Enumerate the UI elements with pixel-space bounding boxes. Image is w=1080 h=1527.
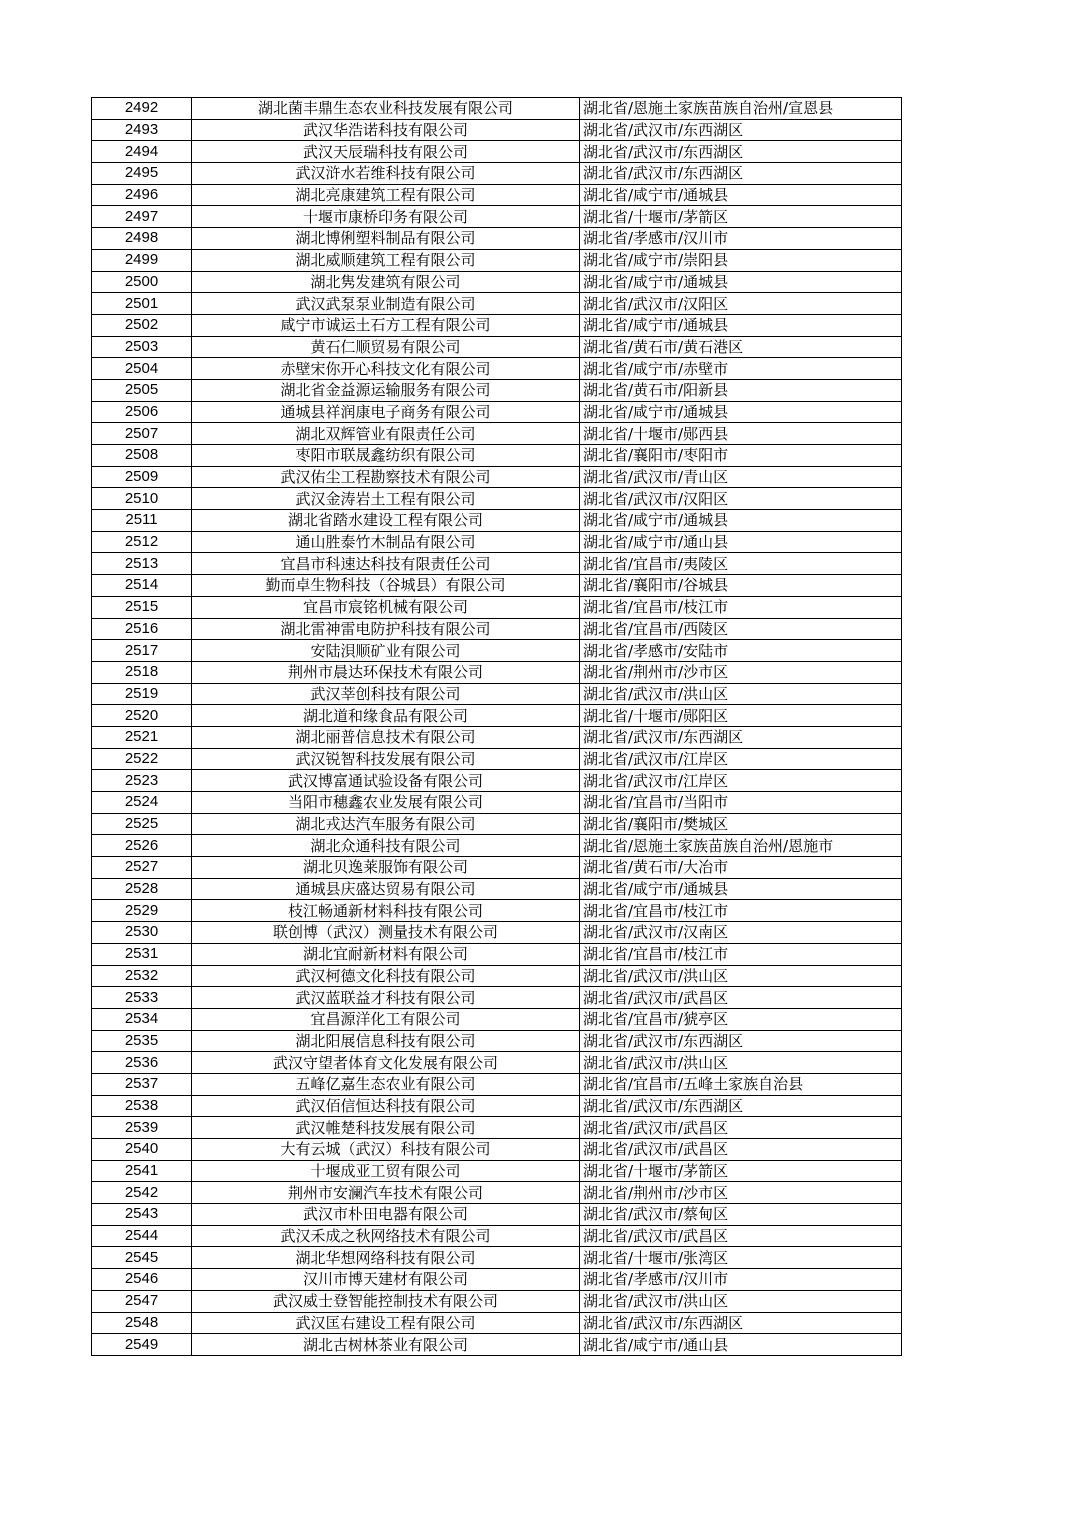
row-number: 2519 bbox=[92, 683, 192, 705]
company-name: 咸宁市诚运土石方工程有限公司 bbox=[192, 314, 580, 336]
company-name: 汉川市博天建材有限公司 bbox=[192, 1269, 580, 1291]
table-row bbox=[92, 184, 902, 206]
table-row bbox=[92, 1052, 902, 1074]
table-row bbox=[92, 1290, 902, 1312]
company-location: 湖北省/武汉市/东西湖区 bbox=[580, 1030, 902, 1052]
row-number: 2534 bbox=[92, 1008, 192, 1030]
row-number: 2510 bbox=[92, 488, 192, 510]
table-row bbox=[92, 401, 902, 423]
company-location: 湖北省/孝感市/汉川市 bbox=[580, 228, 902, 250]
company-name: 湖北道和缘食品有限公司 bbox=[192, 705, 580, 727]
company-location: 湖北省/十堰市/茅箭区 bbox=[580, 1160, 902, 1182]
table-row bbox=[92, 857, 902, 879]
company-location: 湖北省/武汉市/东西湖区 bbox=[580, 1095, 902, 1117]
company-location: 湖北省/咸宁市/通城县 bbox=[580, 878, 902, 900]
company-location: 湖北省/宜昌市/枝江市 bbox=[580, 943, 902, 965]
company-location: 湖北省/武汉市/洪山区 bbox=[580, 1290, 902, 1312]
company-location: 湖北省/宜昌市/枝江市 bbox=[580, 596, 902, 618]
company-location: 湖北省/咸宁市/崇阳县 bbox=[580, 249, 902, 271]
company-location: 湖北省/宜昌市/夷陵区 bbox=[580, 553, 902, 575]
company-list-table bbox=[91, 97, 902, 1356]
company-name: 湖北众通科技有限公司 bbox=[192, 835, 580, 857]
row-number: 2516 bbox=[92, 618, 192, 640]
row-number: 2518 bbox=[92, 661, 192, 683]
company-location: 湖北省/武汉市/武昌区 bbox=[580, 1139, 902, 1161]
company-name: 湖北亮康建筑工程有限公司 bbox=[192, 184, 580, 206]
row-number: 2520 bbox=[92, 705, 192, 727]
company-location: 湖北省/咸宁市/通城县 bbox=[580, 271, 902, 293]
row-number: 2514 bbox=[92, 575, 192, 597]
company-location: 湖北省/十堰市/郧阳区 bbox=[580, 705, 902, 727]
company-location: 湖北省/武汉市/汉阳区 bbox=[580, 488, 902, 510]
row-number: 2511 bbox=[92, 510, 192, 532]
company-name: 湖北阳展信息科技有限公司 bbox=[192, 1030, 580, 1052]
company-name: 宜昌源洋化工有限公司 bbox=[192, 1008, 580, 1030]
company-location: 湖北省/武汉市/东西湖区 bbox=[580, 163, 902, 185]
company-name: 宜昌市科速达科技有限责任公司 bbox=[192, 553, 580, 575]
company-location: 湖北省/咸宁市/通城县 bbox=[580, 510, 902, 532]
company-location: 湖北省/黄石市/大冶市 bbox=[580, 857, 902, 879]
table-row bbox=[92, 1117, 902, 1139]
company-name: 武汉禾成之秋网络技术有限公司 bbox=[192, 1225, 580, 1247]
table-row bbox=[92, 683, 902, 705]
company-location: 湖北省/武汉市/洪山区 bbox=[580, 683, 902, 705]
company-name: 武汉锐智科技发展有限公司 bbox=[192, 748, 580, 770]
company-name: 荆州市安澜汽车技术有限公司 bbox=[192, 1182, 580, 1204]
company-name: 湖北华想网络科技有限公司 bbox=[192, 1247, 580, 1269]
company-name: 湖北省踏水建设工程有限公司 bbox=[192, 510, 580, 532]
table-row bbox=[92, 206, 902, 228]
company-name: 武汉帷楚科技发展有限公司 bbox=[192, 1117, 580, 1139]
company-name: 黄石仁顺贸易有限公司 bbox=[192, 336, 580, 358]
row-number: 2526 bbox=[92, 835, 192, 857]
table-row bbox=[92, 1334, 902, 1356]
company-name: 武汉莘创科技有限公司 bbox=[192, 683, 580, 705]
company-name: 宜昌市宸铭机械有限公司 bbox=[192, 596, 580, 618]
table-row bbox=[92, 531, 902, 553]
row-number: 2527 bbox=[92, 857, 192, 879]
company-name: 湖北省金益源运输服务有限公司 bbox=[192, 379, 580, 401]
company-location: 湖北省/咸宁市/通城县 bbox=[580, 401, 902, 423]
company-location: 湖北省/咸宁市/通山县 bbox=[580, 1334, 902, 1356]
row-number: 2532 bbox=[92, 965, 192, 987]
table-row bbox=[92, 1312, 902, 1334]
table-row bbox=[92, 726, 902, 748]
table-row bbox=[92, 293, 902, 315]
company-location: 湖北省/咸宁市/通城县 bbox=[580, 314, 902, 336]
table-row bbox=[92, 1247, 902, 1269]
company-name: 联创博（武汉）测量技术有限公司 bbox=[192, 922, 580, 944]
table-row bbox=[92, 228, 902, 250]
row-number: 2528 bbox=[92, 878, 192, 900]
company-name: 武汉佰信恒达科技有限公司 bbox=[192, 1095, 580, 1117]
table-row bbox=[92, 98, 902, 120]
row-number: 2494 bbox=[92, 141, 192, 163]
row-number: 2545 bbox=[92, 1247, 192, 1269]
table-row bbox=[92, 1160, 902, 1182]
table-row bbox=[92, 987, 902, 1009]
table-row bbox=[92, 249, 902, 271]
company-location: 湖北省/武汉市/武昌区 bbox=[580, 987, 902, 1009]
row-number: 2531 bbox=[92, 943, 192, 965]
company-location: 湖北省/宜昌市/当阳市 bbox=[580, 792, 902, 814]
company-name: 武汉市朴田电器有限公司 bbox=[192, 1204, 580, 1226]
company-name: 湖北戎达汽车服务有限公司 bbox=[192, 813, 580, 835]
row-number: 2542 bbox=[92, 1182, 192, 1204]
row-number: 2504 bbox=[92, 358, 192, 380]
table-row bbox=[92, 640, 902, 662]
company-name: 湖北博俐塑料制品有限公司 bbox=[192, 228, 580, 250]
company-location: 湖北省/孝感市/汉川市 bbox=[580, 1269, 902, 1291]
company-location: 湖北省/武汉市/武昌区 bbox=[580, 1225, 902, 1247]
company-location: 湖北省/黄石市/黄石港区 bbox=[580, 336, 902, 358]
row-number: 2493 bbox=[92, 119, 192, 141]
table-row bbox=[92, 271, 902, 293]
row-number: 2499 bbox=[92, 249, 192, 271]
company-location: 湖北省/武汉市/江岸区 bbox=[580, 770, 902, 792]
company-name: 通城县庆盛达贸易有限公司 bbox=[192, 878, 580, 900]
row-number: 2536 bbox=[92, 1052, 192, 1074]
company-name: 湖北菌丰鼎生态农业科技发展有限公司 bbox=[192, 98, 580, 120]
table-row bbox=[92, 1182, 902, 1204]
row-number: 2544 bbox=[92, 1225, 192, 1247]
row-number: 2507 bbox=[92, 423, 192, 445]
company-location: 湖北省/武汉市/汉阳区 bbox=[580, 293, 902, 315]
table-row bbox=[92, 618, 902, 640]
company-location: 湖北省/宜昌市/枝江市 bbox=[580, 900, 902, 922]
company-location: 湖北省/武汉市/洪山区 bbox=[580, 965, 902, 987]
company-location: 湖北省/襄阳市/谷城县 bbox=[580, 575, 902, 597]
company-name: 武汉佑尘工程勘察技术有限公司 bbox=[192, 466, 580, 488]
row-number: 2521 bbox=[92, 726, 192, 748]
table-row bbox=[92, 813, 902, 835]
company-name: 武汉金涛岩土工程有限公司 bbox=[192, 488, 580, 510]
company-name: 武汉匡右建设工程有限公司 bbox=[192, 1312, 580, 1334]
company-location: 湖北省/武汉市/东西湖区 bbox=[580, 119, 902, 141]
company-location: 湖北省/十堰市/茅箭区 bbox=[580, 206, 902, 228]
row-number: 2535 bbox=[92, 1030, 192, 1052]
row-number: 2540 bbox=[92, 1139, 192, 1161]
table-row bbox=[92, 922, 902, 944]
company-location: 湖北省/十堰市/郧西县 bbox=[580, 423, 902, 445]
company-location: 湖北省/恩施土家族苗族自治州/恩施市 bbox=[580, 835, 902, 857]
row-number: 2495 bbox=[92, 163, 192, 185]
company-location: 湖北省/襄阳市/枣阳市 bbox=[580, 445, 902, 467]
company-name: 武汉柯德文化科技有限公司 bbox=[192, 965, 580, 987]
table-row bbox=[92, 1073, 902, 1095]
table-row bbox=[92, 119, 902, 141]
company-name: 五峰亿嘉生态农业有限公司 bbox=[192, 1073, 580, 1095]
table-row bbox=[92, 661, 902, 683]
table-row bbox=[92, 748, 902, 770]
row-number: 2498 bbox=[92, 228, 192, 250]
company-name: 武汉守望者体育文化发展有限公司 bbox=[192, 1052, 580, 1074]
company-location: 湖北省/孝感市/安陆市 bbox=[580, 640, 902, 662]
row-number: 2539 bbox=[92, 1117, 192, 1139]
company-location: 湖北省/武汉市/洪山区 bbox=[580, 1052, 902, 1074]
row-number: 2492 bbox=[92, 98, 192, 120]
company-name: 武汉武泵泵业制造有限公司 bbox=[192, 293, 580, 315]
company-name: 湖北贝逸莱服饰有限公司 bbox=[192, 857, 580, 879]
row-number: 2533 bbox=[92, 987, 192, 1009]
company-name: 通城县祥润康电子商务有限公司 bbox=[192, 401, 580, 423]
row-number: 2506 bbox=[92, 401, 192, 423]
table-row bbox=[92, 379, 902, 401]
row-number: 2530 bbox=[92, 922, 192, 944]
row-number: 2523 bbox=[92, 770, 192, 792]
table-row bbox=[92, 1008, 902, 1030]
table-row bbox=[92, 965, 902, 987]
company-name: 武汉华浩诺科技有限公司 bbox=[192, 119, 580, 141]
company-name: 枣阳市联晟鑫纺织有限公司 bbox=[192, 445, 580, 467]
row-number: 2505 bbox=[92, 379, 192, 401]
row-number: 2513 bbox=[92, 553, 192, 575]
table-row bbox=[92, 705, 902, 727]
company-location: 湖北省/咸宁市/通山县 bbox=[580, 531, 902, 553]
company-location: 湖北省/咸宁市/通城县 bbox=[580, 184, 902, 206]
table-row bbox=[92, 163, 902, 185]
company-location: 湖北省/宜昌市/西陵区 bbox=[580, 618, 902, 640]
table-row bbox=[92, 900, 902, 922]
company-name: 湖北威顺建筑工程有限公司 bbox=[192, 249, 580, 271]
row-number: 2529 bbox=[92, 900, 192, 922]
company-name: 十堰市康桥印务有限公司 bbox=[192, 206, 580, 228]
row-number: 2538 bbox=[92, 1095, 192, 1117]
company-location: 湖北省/宜昌市/猇亭区 bbox=[580, 1008, 902, 1030]
company-name: 武汉天辰瑞科技有限公司 bbox=[192, 141, 580, 163]
company-name: 十堰成亚工贸有限公司 bbox=[192, 1160, 580, 1182]
row-number: 2508 bbox=[92, 445, 192, 467]
table-row bbox=[92, 1225, 902, 1247]
company-name: 湖北隽发建筑有限公司 bbox=[192, 271, 580, 293]
table-row bbox=[92, 445, 902, 467]
table-row bbox=[92, 835, 902, 857]
company-location: 湖北省/十堰市/张湾区 bbox=[580, 1247, 902, 1269]
row-number: 2501 bbox=[92, 293, 192, 315]
company-location: 湖北省/武汉市/青山区 bbox=[580, 466, 902, 488]
table-row bbox=[92, 1095, 902, 1117]
company-name: 湖北古树林茶业有限公司 bbox=[192, 1334, 580, 1356]
row-number: 2500 bbox=[92, 271, 192, 293]
table-row bbox=[92, 1269, 902, 1291]
row-number: 2537 bbox=[92, 1073, 192, 1095]
row-number: 2496 bbox=[92, 184, 192, 206]
table-row bbox=[92, 553, 902, 575]
company-location: 湖北省/武汉市/武昌区 bbox=[580, 1117, 902, 1139]
company-location: 湖北省/荆州市/沙市区 bbox=[580, 1182, 902, 1204]
table-row bbox=[92, 314, 902, 336]
table-row bbox=[92, 1030, 902, 1052]
company-name: 赤壁宋你开心科技文化有限公司 bbox=[192, 358, 580, 380]
table-row bbox=[92, 510, 902, 532]
company-location: 湖北省/荆州市/沙市区 bbox=[580, 661, 902, 683]
company-location: 湖北省/武汉市/汉南区 bbox=[580, 922, 902, 944]
company-name: 武汉威士登智能控制技术有限公司 bbox=[192, 1290, 580, 1312]
company-list-body bbox=[92, 98, 902, 1356]
row-number: 2541 bbox=[92, 1160, 192, 1182]
company-name: 勤而卓生物科技（谷城县）有限公司 bbox=[192, 575, 580, 597]
company-location: 湖北省/黄石市/阳新县 bbox=[580, 379, 902, 401]
row-number: 2524 bbox=[92, 792, 192, 814]
row-number: 2525 bbox=[92, 813, 192, 835]
table-row bbox=[92, 466, 902, 488]
table-row bbox=[92, 141, 902, 163]
row-number: 2549 bbox=[92, 1334, 192, 1356]
row-number: 2517 bbox=[92, 640, 192, 662]
table-row bbox=[92, 488, 902, 510]
company-name: 安陆浿顺矿业有限公司 bbox=[192, 640, 580, 662]
row-number: 2512 bbox=[92, 531, 192, 553]
row-number: 2497 bbox=[92, 206, 192, 228]
company-name: 荆州市晨达环保技术有限公司 bbox=[192, 661, 580, 683]
row-number: 2502 bbox=[92, 314, 192, 336]
company-name: 湖北双辉管业有限责任公司 bbox=[192, 423, 580, 445]
company-name: 湖北雷神雷电防护科技有限公司 bbox=[192, 618, 580, 640]
company-name: 枝江畅通新材料科技有限公司 bbox=[192, 900, 580, 922]
row-number: 2546 bbox=[92, 1269, 192, 1291]
company-location: 湖北省/武汉市/江岸区 bbox=[580, 748, 902, 770]
row-number: 2503 bbox=[92, 336, 192, 358]
company-location: 湖北省/恩施土家族苗族自治州/宣恩县 bbox=[580, 98, 902, 120]
table-row bbox=[92, 336, 902, 358]
company-location: 湖北省/武汉市/东西湖区 bbox=[580, 726, 902, 748]
table-row bbox=[92, 1139, 902, 1161]
row-number: 2509 bbox=[92, 466, 192, 488]
row-number: 2548 bbox=[92, 1312, 192, 1334]
company-name: 大有云城（武汉）科技有限公司 bbox=[192, 1139, 580, 1161]
company-location: 湖北省/武汉市/蔡甸区 bbox=[580, 1204, 902, 1226]
table-row bbox=[92, 770, 902, 792]
row-number: 2547 bbox=[92, 1290, 192, 1312]
company-location: 湖北省/襄阳市/樊城区 bbox=[580, 813, 902, 835]
row-number: 2515 bbox=[92, 596, 192, 618]
company-location: 湖北省/咸宁市/赤壁市 bbox=[580, 358, 902, 380]
table-row bbox=[92, 943, 902, 965]
row-number: 2522 bbox=[92, 748, 192, 770]
table-row bbox=[92, 596, 902, 618]
company-location: 湖北省/武汉市/东西湖区 bbox=[580, 1312, 902, 1334]
company-name: 武汉博富通试验设备有限公司 bbox=[192, 770, 580, 792]
company-name: 通山胜泰竹木制品有限公司 bbox=[192, 531, 580, 553]
table-row bbox=[92, 1204, 902, 1226]
table-row bbox=[92, 792, 902, 814]
company-name: 武汉浒水若维科技有限公司 bbox=[192, 163, 580, 185]
table-row bbox=[92, 423, 902, 445]
company-name: 当阳市穗鑫农业发展有限公司 bbox=[192, 792, 580, 814]
company-name: 武汉蓝联益才科技有限公司 bbox=[192, 987, 580, 1009]
table-row bbox=[92, 878, 902, 900]
table-row bbox=[92, 575, 902, 597]
table-row bbox=[92, 358, 902, 380]
row-number: 2543 bbox=[92, 1204, 192, 1226]
company-location: 湖北省/武汉市/东西湖区 bbox=[580, 141, 902, 163]
company-location: 湖北省/宜昌市/五峰土家族自治县 bbox=[580, 1073, 902, 1095]
company-name: 湖北丽普信息技术有限公司 bbox=[192, 726, 580, 748]
company-name: 湖北宜耐新材料有限公司 bbox=[192, 943, 580, 965]
